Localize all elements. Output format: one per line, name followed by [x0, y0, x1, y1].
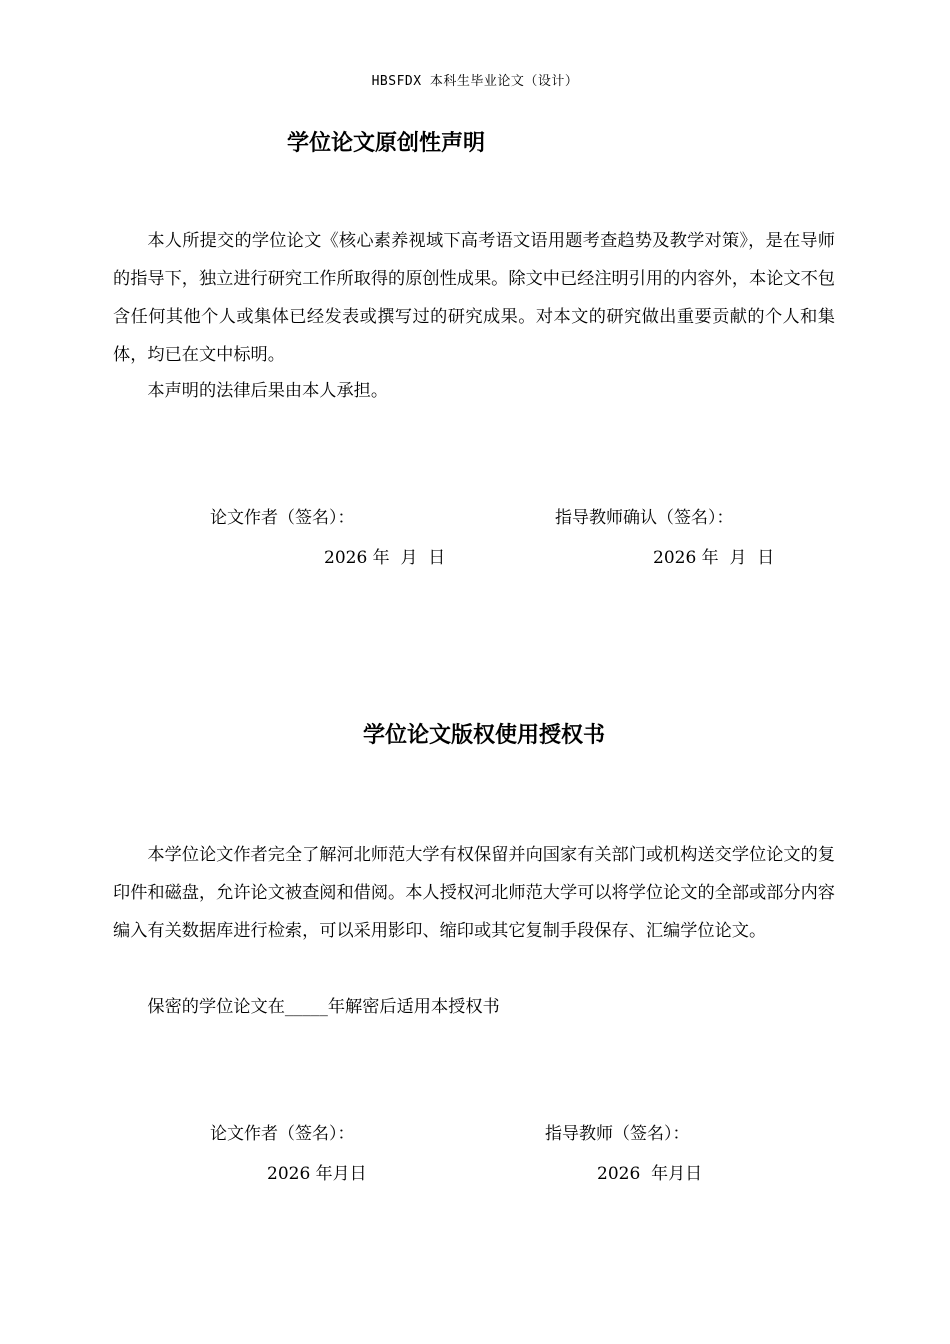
authorization-author-signature-label: 论文作者（签名）： [210, 1124, 355, 1144]
page-header: HBSFDX 本科生毕业论文（设计） [371, 74, 579, 89]
declaration-author-date: 2026 年 月 日 [324, 548, 446, 568]
declaration-paragraph-1: 本人所提交的学位论文《核心素养视域下高考语文语用题考查趋势及教学对策》，是在导师的指导下，独立进行研究工作所取得的原创性成果。除文中已经注明引用的内容外，本论文不包含任何其他个人或集体已经发表或撰写过的研究成果。对本文的研究做出重要贡献的个人和集体，均已在文中标明。 [113, 231, 835, 365]
authorization-paragraph-2: 保密的学位论文在_____年解密后适用本授权书 [147, 997, 500, 1017]
authorization-author-date: 2026 年月日 [267, 1164, 367, 1184]
declaration-author-signature-label: 论文作者（签名）： [210, 508, 355, 528]
authorization-paragraph-1: 本学位论文作者完全了解河北师范大学有权保留并向国家有关部门或机构送交学位论文的复印件和磁盘，允许论文被查阅和借阅。本人授权河北师范大学可以将学位论文的全部或部分内容编入有关数据库进行检索，可以采用影印、缩印或其它复制手段保存、汇编学位论文。 [113, 845, 835, 941]
declaration-advisor-signature-label: 指导教师确认（签名）： [555, 508, 734, 528]
authorization-advisor-signature-label: 指导教师（签名）： [545, 1124, 690, 1144]
declaration-advisor-date: 2026 年 月 日 [653, 548, 775, 568]
declaration-title: 学位论文原创性声明 [287, 131, 486, 156]
authorization-title: 学位论文版权使用授权书 [363, 723, 606, 748]
authorization-advisor-date: 2026 年月日 [597, 1164, 703, 1184]
declaration-paragraph-2: 本声明的法律后果由本人承担。 [147, 381, 389, 401]
